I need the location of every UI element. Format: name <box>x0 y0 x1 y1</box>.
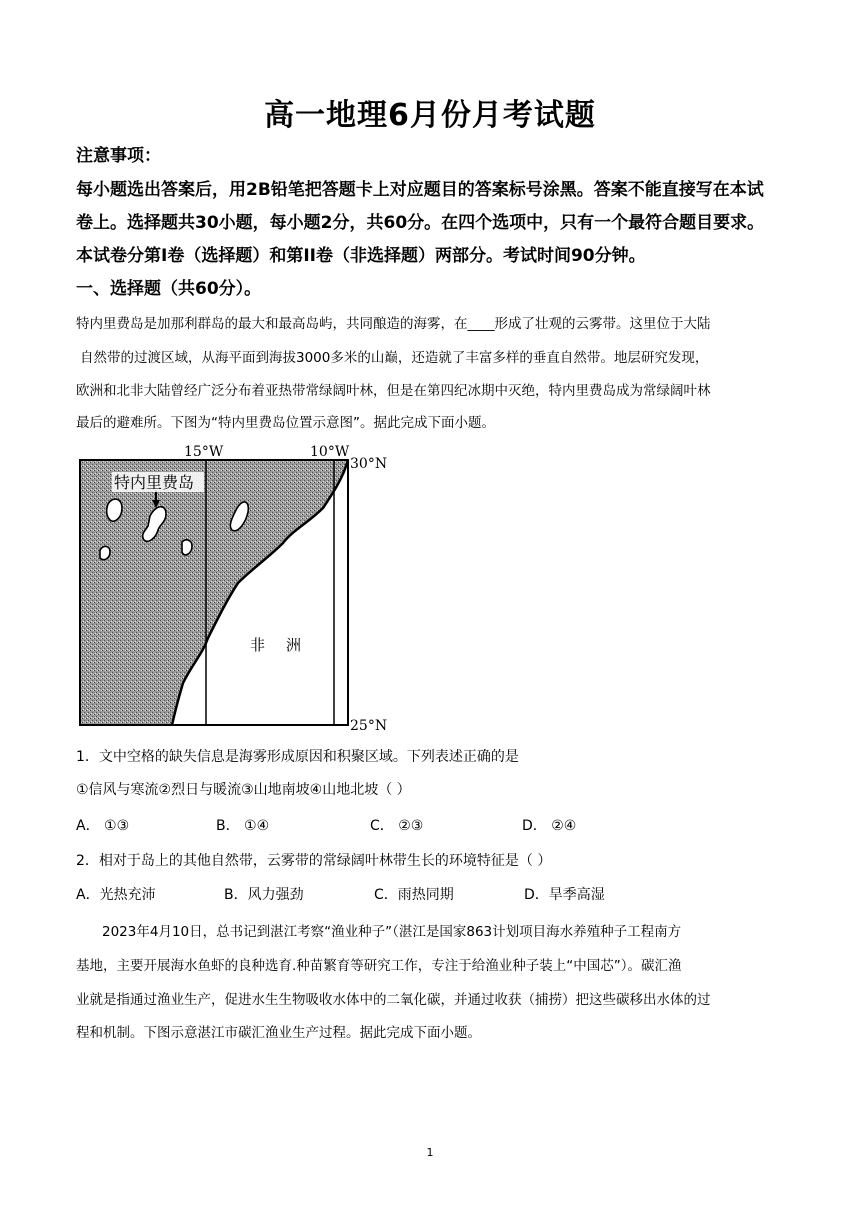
q2-option-a: A．光热充沛 <box>76 887 156 903</box>
page-title: 高一地理6月份月考试题 <box>264 98 596 133</box>
q1-option-d: D． ②④ <box>522 818 577 834</box>
section-heading: 一、选择题（共60分）。 <box>76 279 262 299</box>
passage1-line-4: 最后的避难所。下图为“特内里费岛位置示意图”。据此完成下面小题。 <box>76 415 495 431</box>
land-label-1: 非 <box>250 636 266 654</box>
q2-option-d: D．旱季高湿 <box>524 887 605 903</box>
island-4 <box>182 540 192 555</box>
q1-stem: 1．文中空格的缺失信息是海雾形成原因和积聚区域。下列表述正确的是 <box>76 749 519 765</box>
land-label-2: 洲 <box>286 636 302 654</box>
passage1-line-1: 特内里费岛是加那利群岛的最大和最高岛屿，共同酿造的海雾，在____形成了壮观的云雾带。这里位于大陆 <box>76 316 711 332</box>
passage1-line-2: 自然带的过渡区域，从海平面到海拔3000多米的山巅，还造就了丰富多样的垂直自然带。地层研究发现， <box>80 350 709 366</box>
ocean-area <box>80 460 348 725</box>
notice-line-1: 每小题选出答案后，用2B铅笔把答题卡上对应题目的答案标号涂黑。答案不能直接写在本试 <box>76 180 764 200</box>
page-number: 1 <box>426 1146 434 1159</box>
notice-line-2: 卷上。选择题共30小题，每小题2分，共60分。在四个选项中，只有一个最符合题目要求。 <box>76 213 765 233</box>
lat-label-bottom: 25°N <box>350 718 388 732</box>
passage2-line-4: 程和机制。下图示意湛江市碳汇渔业生产过程。据此完成下面小题。 <box>76 1025 481 1041</box>
q1-option-c: C． ②③ <box>370 818 424 834</box>
passage2-line-2: 基地，主要开展海水鱼虾的良种选育.种苗繁育等研究工作，专注于给渔业种子装上“中国芯”）。碳汇渔 <box>76 958 682 974</box>
lon-label-left: 15°W <box>184 444 224 460</box>
q2-option-c: C．雨热同期 <box>374 887 454 903</box>
passage2-line-1: 2023年4月10日，总书记到湛江考察“渔业种子”（湛江是国家863计划项目海水养殖种子工程南方 <box>102 924 682 940</box>
q1-items: ①信风与寒流②烈日与暖流③山地南坡④山地北坡（ ） <box>76 782 411 798</box>
island-label: 特内里费岛 <box>114 473 195 492</box>
passage1-line-3: 欧洲和北非大陆曾经广泛分布着亚热带常绿阔叶林，但是在第四纪冰期中灭绝，特内里费岛成为常绿阔叶林 <box>76 383 711 399</box>
island-1 <box>107 499 122 521</box>
q2-stem: 2．相对于岛上的其他自然带，云雾带的常绿阔叶林带生长的环境特征是（ ） <box>76 853 552 869</box>
island-3 <box>100 546 110 559</box>
notice-line-3: 本试卷分第Ⅰ卷（选择题）和第II卷（非选择题）两部分。考试时间90分钟。 <box>76 246 646 266</box>
passage2-line-3: 业就是指通过渔业生产，促进水生生物吸收水体中的二氧化碳，并通过收获（捕捞）把这些碳移出水体的过 <box>76 992 711 1008</box>
tenerife-location-map <box>78 438 398 732</box>
q1-option-a: A． ①③ <box>76 818 130 834</box>
q2-option-b: B．风力强劲 <box>224 887 304 903</box>
q1-option-b: B． ①④ <box>216 818 270 834</box>
lon-label-right: 10°W <box>310 444 350 460</box>
notice-heading: 注意事项： <box>76 146 161 166</box>
lat-label-top: 30°N <box>350 456 388 472</box>
